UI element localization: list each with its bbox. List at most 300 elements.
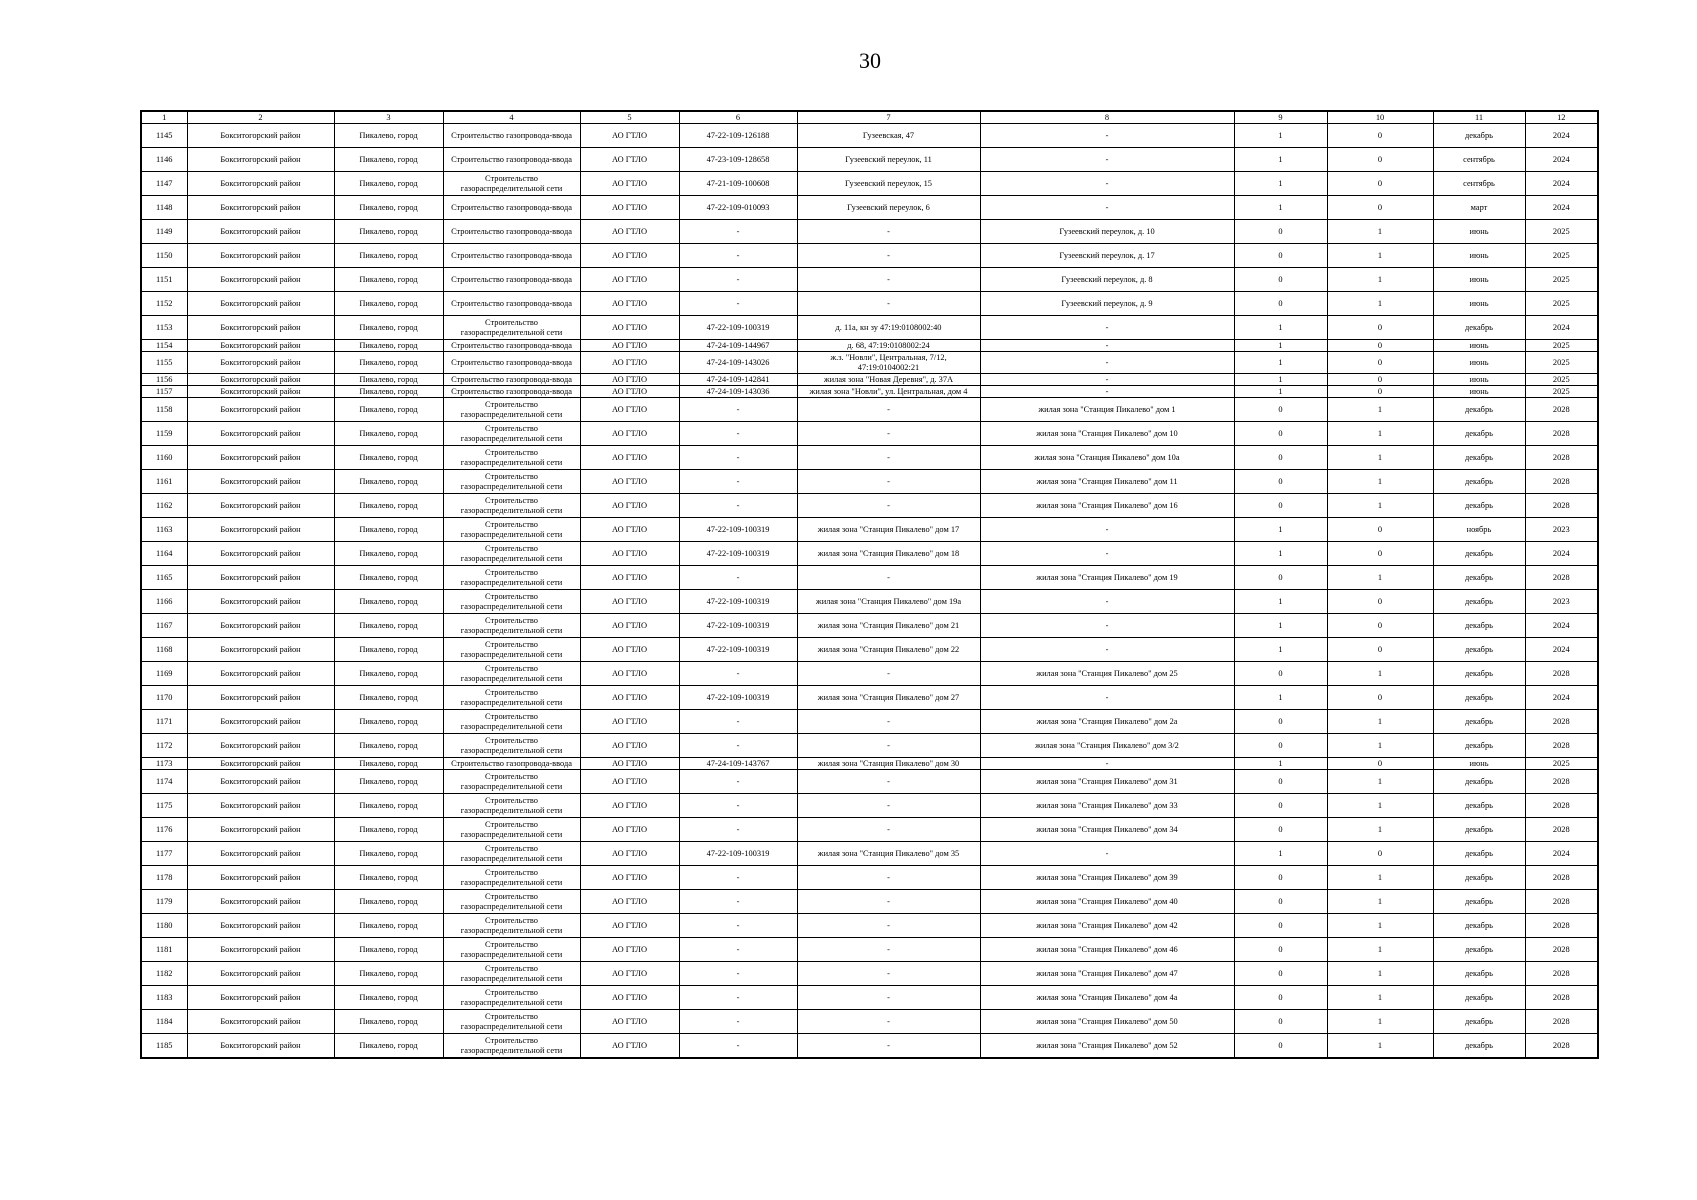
column-header-6: 6 bbox=[679, 111, 797, 124]
cell-work-type: Строительство газораспределительной сети bbox=[443, 818, 580, 842]
cell-permit-number: - bbox=[679, 1010, 797, 1034]
cell-work-type: Строительство газопровода-ввода bbox=[443, 340, 580, 352]
cell-month: июнь bbox=[1433, 220, 1525, 244]
cell-work-type: Строительство газораспределительной сети bbox=[443, 494, 580, 518]
cell-row-number: 1146 bbox=[141, 148, 187, 172]
cell-year: 2028 bbox=[1525, 398, 1598, 422]
cell-address-planned: жилая зона "Станция Пикалево" дом 10а bbox=[980, 446, 1234, 470]
cell-organization: АО ГТЛО bbox=[580, 244, 679, 268]
cell-count-planned: 0 bbox=[1327, 842, 1433, 866]
cell-work-type: Строительство газораспределительной сети bbox=[443, 1010, 580, 1034]
cell-month: декабрь bbox=[1433, 866, 1525, 890]
cell-count-done: 1 bbox=[1234, 352, 1327, 374]
cell-count-planned: 1 bbox=[1327, 770, 1433, 794]
cell-address-done: ж.з. "Новли", Центральная, 7/12, 47:19:0104002:21 bbox=[797, 352, 980, 374]
cell-count-done: 0 bbox=[1234, 268, 1327, 292]
cell-settlement: Пикалево, город bbox=[334, 518, 443, 542]
cell-organization: АО ГТЛО bbox=[580, 542, 679, 566]
cell-address-planned: Гузеевский переулок, д. 10 bbox=[980, 220, 1234, 244]
cell-settlement: Пикалево, город bbox=[334, 566, 443, 590]
cell-count-done: 1 bbox=[1234, 316, 1327, 340]
cell-district: Бокситогорский район bbox=[187, 542, 334, 566]
cell-month: декабрь bbox=[1433, 794, 1525, 818]
cell-organization: АО ГТЛО bbox=[580, 316, 679, 340]
table-row bbox=[141, 292, 1598, 316]
cell-work-type: Строительство газораспределительной сети bbox=[443, 686, 580, 710]
cell-work-type: Строительство газораспределительной сети bbox=[443, 890, 580, 914]
cell-district: Бокситогорский район bbox=[187, 470, 334, 494]
cell-month: декабрь bbox=[1433, 938, 1525, 962]
column-header-1: 1 bbox=[141, 111, 187, 124]
cell-permit-number: - bbox=[679, 962, 797, 986]
cell-address-planned: жилая зона "Станция Пикалево" дом 33 bbox=[980, 794, 1234, 818]
cell-settlement: Пикалево, город bbox=[334, 244, 443, 268]
cell-count-planned: 1 bbox=[1327, 244, 1433, 268]
column-header-2: 2 bbox=[187, 111, 334, 124]
cell-month: июнь bbox=[1433, 292, 1525, 316]
cell-address-planned: жилая зона "Станция Пикалево" дом 10 bbox=[980, 422, 1234, 446]
cell-organization: АО ГТЛО bbox=[580, 172, 679, 196]
cell-year: 2028 bbox=[1525, 770, 1598, 794]
cell-district: Бокситогорский район bbox=[187, 292, 334, 316]
cell-row-number: 1145 bbox=[141, 124, 187, 148]
cell-count-done: 0 bbox=[1234, 662, 1327, 686]
cell-count-done: 1 bbox=[1234, 638, 1327, 662]
cell-year: 2024 bbox=[1525, 316, 1598, 340]
cell-work-type: Строительство газораспределительной сети bbox=[443, 470, 580, 494]
cell-permit-number: - bbox=[679, 818, 797, 842]
cell-organization: АО ГТЛО bbox=[580, 196, 679, 220]
table-row bbox=[141, 566, 1598, 590]
cell-work-type: Строительство газопровода-ввода bbox=[443, 374, 580, 386]
cell-address-done: жилая зона "Станция Пикалево" дом 17 bbox=[797, 518, 980, 542]
cell-row-number: 1154 bbox=[141, 340, 187, 352]
table-row bbox=[141, 1034, 1598, 1059]
cell-month: июнь bbox=[1433, 340, 1525, 352]
cell-count-done: 0 bbox=[1234, 244, 1327, 268]
cell-address-done: Гузеевская, 47 bbox=[797, 124, 980, 148]
cell-count-planned: 1 bbox=[1327, 986, 1433, 1010]
cell-district: Бокситогорский район bbox=[187, 914, 334, 938]
column-header-10: 10 bbox=[1327, 111, 1433, 124]
table-row bbox=[141, 148, 1598, 172]
cell-row-number: 1158 bbox=[141, 398, 187, 422]
cell-month: декабрь bbox=[1433, 962, 1525, 986]
cell-district: Бокситогорский район bbox=[187, 866, 334, 890]
cell-organization: АО ГТЛО bbox=[580, 422, 679, 446]
cell-count-done: 1 bbox=[1234, 518, 1327, 542]
cell-organization: АО ГТЛО bbox=[580, 890, 679, 914]
table-row bbox=[141, 770, 1598, 794]
cell-permit-number: - bbox=[679, 914, 797, 938]
cell-year: 2028 bbox=[1525, 446, 1598, 470]
cell-address-done: - bbox=[797, 770, 980, 794]
cell-settlement: Пикалево, город bbox=[334, 292, 443, 316]
cell-district: Бокситогорский район bbox=[187, 386, 334, 398]
cell-address-planned: жилая зона "Станция Пикалево" дом 1 bbox=[980, 398, 1234, 422]
cell-district: Бокситогорский район bbox=[187, 268, 334, 292]
table-row bbox=[141, 758, 1598, 770]
cell-organization: АО ГТЛО bbox=[580, 770, 679, 794]
cell-district: Бокситогорский район bbox=[187, 566, 334, 590]
cell-month: декабрь bbox=[1433, 890, 1525, 914]
cell-count-planned: 1 bbox=[1327, 866, 1433, 890]
cell-count-planned: 0 bbox=[1327, 386, 1433, 398]
cell-address-planned: - bbox=[980, 148, 1234, 172]
cell-month: декабрь bbox=[1433, 662, 1525, 686]
cell-permit-number: - bbox=[679, 422, 797, 446]
cell-district: Бокситогорский район bbox=[187, 244, 334, 268]
cell-district: Бокситогорский район bbox=[187, 316, 334, 340]
table-row bbox=[141, 398, 1598, 422]
cell-work-type: Строительство газопровода-ввода bbox=[443, 124, 580, 148]
cell-settlement: Пикалево, город bbox=[334, 316, 443, 340]
cell-count-done: 1 bbox=[1234, 196, 1327, 220]
cell-organization: АО ГТЛО bbox=[580, 914, 679, 938]
cell-address-done: - bbox=[797, 398, 980, 422]
cell-organization: АО ГТЛО bbox=[580, 614, 679, 638]
cell-permit-number: 47-22-109-100319 bbox=[679, 638, 797, 662]
cell-row-number: 1178 bbox=[141, 866, 187, 890]
cell-address-done: - bbox=[797, 662, 980, 686]
cell-month: декабрь bbox=[1433, 124, 1525, 148]
cell-row-number: 1180 bbox=[141, 914, 187, 938]
cell-organization: АО ГТЛО bbox=[580, 470, 679, 494]
table-row bbox=[141, 794, 1598, 818]
cell-address-planned: жилая зона "Станция Пикалево" дом 31 bbox=[980, 770, 1234, 794]
cell-row-number: 1163 bbox=[141, 518, 187, 542]
cell-month: июнь bbox=[1433, 244, 1525, 268]
table-row bbox=[141, 986, 1598, 1010]
cell-organization: АО ГТЛО bbox=[580, 518, 679, 542]
cell-count-planned: 1 bbox=[1327, 268, 1433, 292]
table-row bbox=[141, 352, 1598, 374]
cell-row-number: 1165 bbox=[141, 566, 187, 590]
table-row bbox=[141, 638, 1598, 662]
cell-work-type: Строительство газопровода-ввода bbox=[443, 386, 580, 398]
table-row bbox=[141, 818, 1598, 842]
cell-address-done: жилая зона "Станция Пикалево" дом 30 bbox=[797, 758, 980, 770]
cell-address-planned: жилая зона "Станция Пикалево" дом 50 bbox=[980, 1010, 1234, 1034]
cell-row-number: 1156 bbox=[141, 374, 187, 386]
cell-settlement: Пикалево, город bbox=[334, 686, 443, 710]
cell-count-done: 1 bbox=[1234, 386, 1327, 398]
cell-count-done: 0 bbox=[1234, 220, 1327, 244]
cell-address-done: - bbox=[797, 914, 980, 938]
cell-count-planned: 0 bbox=[1327, 542, 1433, 566]
cell-settlement: Пикалево, город bbox=[334, 470, 443, 494]
cell-address-done: - bbox=[797, 292, 980, 316]
cell-work-type: Строительство газораспределительной сети bbox=[443, 914, 580, 938]
cell-address-done: жилая зона "Станция Пикалево" дом 27 bbox=[797, 686, 980, 710]
cell-organization: АО ГТЛО bbox=[580, 398, 679, 422]
cell-district: Бокситогорский район bbox=[187, 710, 334, 734]
cell-work-type: Строительство газораспределительной сети bbox=[443, 518, 580, 542]
cell-district: Бокситогорский район bbox=[187, 842, 334, 866]
cell-count-done: 1 bbox=[1234, 758, 1327, 770]
cell-count-done: 0 bbox=[1234, 914, 1327, 938]
cell-settlement: Пикалево, город bbox=[334, 590, 443, 614]
cell-work-type: Строительство газопровода-ввода bbox=[443, 220, 580, 244]
column-header-12: 12 bbox=[1525, 111, 1598, 124]
cell-settlement: Пикалево, город bbox=[334, 220, 443, 244]
cell-organization: АО ГТЛО bbox=[580, 220, 679, 244]
cell-year: 2025 bbox=[1525, 386, 1598, 398]
cell-settlement: Пикалево, город bbox=[334, 124, 443, 148]
cell-year: 2028 bbox=[1525, 986, 1598, 1010]
cell-permit-number: 47-24-109-143767 bbox=[679, 758, 797, 770]
cell-district: Бокситогорский район bbox=[187, 374, 334, 386]
cell-address-planned: - bbox=[980, 374, 1234, 386]
cell-row-number: 1160 bbox=[141, 446, 187, 470]
cell-address-planned: жилая зона "Станция Пикалево" дом 40 bbox=[980, 890, 1234, 914]
cell-row-number: 1162 bbox=[141, 494, 187, 518]
cell-settlement: Пикалево, город bbox=[334, 386, 443, 398]
column-header-7: 7 bbox=[797, 111, 980, 124]
cell-district: Бокситогорский район bbox=[187, 148, 334, 172]
cell-row-number: 1171 bbox=[141, 710, 187, 734]
cell-count-planned: 1 bbox=[1327, 398, 1433, 422]
table-row bbox=[141, 890, 1598, 914]
cell-address-done: д. 11а, кн зу 47:19:0108002:40 bbox=[797, 316, 980, 340]
cell-year: 2023 bbox=[1525, 518, 1598, 542]
cell-permit-number: 47-22-109-100319 bbox=[679, 614, 797, 638]
cell-permit-number: - bbox=[679, 398, 797, 422]
cell-month: сентябрь bbox=[1433, 172, 1525, 196]
cell-row-number: 1161 bbox=[141, 470, 187, 494]
cell-address-planned: - bbox=[980, 638, 1234, 662]
cell-address-planned: - bbox=[980, 590, 1234, 614]
cell-organization: АО ГТЛО bbox=[580, 386, 679, 398]
table-row bbox=[141, 962, 1598, 986]
table-row bbox=[141, 914, 1598, 938]
cell-address-planned: жилая зона "Станция Пикалево" дом 3/2 bbox=[980, 734, 1234, 758]
cell-address-planned: жилая зона "Станция Пикалево" дом 52 bbox=[980, 1034, 1234, 1059]
cell-address-done: - bbox=[797, 470, 980, 494]
cell-year: 2028 bbox=[1525, 914, 1598, 938]
cell-district: Бокситогорский район bbox=[187, 590, 334, 614]
cell-settlement: Пикалево, город bbox=[334, 542, 443, 566]
cell-permit-number: 47-22-109-010093 bbox=[679, 196, 797, 220]
cell-work-type: Строительство газораспределительной сети bbox=[443, 938, 580, 962]
cell-count-planned: 0 bbox=[1327, 340, 1433, 352]
cell-permit-number: 47-22-109-100319 bbox=[679, 518, 797, 542]
cell-address-done: - bbox=[797, 734, 980, 758]
cell-organization: АО ГТЛО bbox=[580, 292, 679, 316]
cell-month: декабрь bbox=[1433, 398, 1525, 422]
table-row bbox=[141, 866, 1598, 890]
cell-address-done: жилая зона "Станция Пикалево" дом 35 bbox=[797, 842, 980, 866]
cell-work-type: Строительство газораспределительной сети bbox=[443, 316, 580, 340]
cell-count-planned: 0 bbox=[1327, 758, 1433, 770]
cell-address-done: - bbox=[797, 566, 980, 590]
cell-organization: АО ГТЛО bbox=[580, 1034, 679, 1059]
cell-permit-number: 47-22-109-126188 bbox=[679, 124, 797, 148]
cell-permit-number: - bbox=[679, 470, 797, 494]
cell-district: Бокситогорский район bbox=[187, 1010, 334, 1034]
cell-address-planned: жилая зона "Станция Пикалево" дом 42 bbox=[980, 914, 1234, 938]
cell-address-done: - bbox=[797, 962, 980, 986]
cell-year: 2028 bbox=[1525, 938, 1598, 962]
cell-settlement: Пикалево, город bbox=[334, 422, 443, 446]
cell-permit-number: 47-22-109-100319 bbox=[679, 316, 797, 340]
cell-organization: АО ГТЛО bbox=[580, 352, 679, 374]
cell-month: июнь bbox=[1433, 386, 1525, 398]
table-row bbox=[141, 244, 1598, 268]
cell-month: декабрь bbox=[1433, 770, 1525, 794]
table-body bbox=[141, 124, 1598, 1059]
cell-district: Бокситогорский район bbox=[187, 352, 334, 374]
cell-count-done: 0 bbox=[1234, 818, 1327, 842]
cell-count-done: 0 bbox=[1234, 470, 1327, 494]
cell-organization: АО ГТЛО bbox=[580, 1010, 679, 1034]
cell-address-planned: жилая зона "Станция Пикалево" дом 46 bbox=[980, 938, 1234, 962]
cell-permit-number: - bbox=[679, 938, 797, 962]
cell-count-done: 0 bbox=[1234, 986, 1327, 1010]
cell-settlement: Пикалево, город bbox=[334, 374, 443, 386]
cell-address-done: - bbox=[797, 818, 980, 842]
cell-count-done: 1 bbox=[1234, 340, 1327, 352]
cell-address-planned: Гузеевский переулок, д. 8 bbox=[980, 268, 1234, 292]
cell-district: Бокситогорский район bbox=[187, 962, 334, 986]
cell-work-type: Строительство газопровода-ввода bbox=[443, 758, 580, 770]
cell-address-done: - bbox=[797, 1034, 980, 1059]
cell-organization: АО ГТЛО bbox=[580, 734, 679, 758]
cell-count-done: 0 bbox=[1234, 734, 1327, 758]
cell-address-done: - bbox=[797, 890, 980, 914]
cell-district: Бокситогорский район bbox=[187, 794, 334, 818]
cell-count-planned: 0 bbox=[1327, 148, 1433, 172]
cell-address-planned: жилая зона "Станция Пикалево" дом 34 bbox=[980, 818, 1234, 842]
cell-work-type: Строительство газопровода-ввода bbox=[443, 148, 580, 172]
cell-permit-number: - bbox=[679, 866, 797, 890]
cell-settlement: Пикалево, город bbox=[334, 986, 443, 1010]
cell-count-done: 1 bbox=[1234, 148, 1327, 172]
cell-district: Бокситогорский район bbox=[187, 890, 334, 914]
cell-organization: АО ГТЛО bbox=[580, 124, 679, 148]
cell-month: июнь bbox=[1433, 268, 1525, 292]
cell-address-done: - bbox=[797, 446, 980, 470]
cell-organization: АО ГТЛО bbox=[580, 268, 679, 292]
cell-row-number: 1177 bbox=[141, 842, 187, 866]
cell-permit-number: - bbox=[679, 734, 797, 758]
cell-permit-number: - bbox=[679, 890, 797, 914]
table-row bbox=[141, 196, 1598, 220]
table-row bbox=[141, 590, 1598, 614]
cell-work-type: Строительство газораспределительной сети bbox=[443, 734, 580, 758]
cell-permit-number: - bbox=[679, 220, 797, 244]
cell-count-done: 0 bbox=[1234, 422, 1327, 446]
cell-permit-number: - bbox=[679, 662, 797, 686]
cell-count-done: 0 bbox=[1234, 566, 1327, 590]
cell-district: Бокситогорский район bbox=[187, 398, 334, 422]
table-row bbox=[141, 710, 1598, 734]
table-row bbox=[141, 446, 1598, 470]
table-row bbox=[141, 374, 1598, 386]
cell-address-planned: жилая зона "Станция Пикалево" дом 47 bbox=[980, 962, 1234, 986]
cell-count-done: 0 bbox=[1234, 292, 1327, 316]
cell-district: Бокситогорский район bbox=[187, 340, 334, 352]
cell-work-type: Строительство газораспределительной сети bbox=[443, 710, 580, 734]
cell-address-done: жилая зона "Станция Пикалево" дом 21 bbox=[797, 614, 980, 638]
cell-permit-number: 47-24-109-144967 bbox=[679, 340, 797, 352]
cell-month: декабрь bbox=[1433, 638, 1525, 662]
cell-district: Бокситогорский район bbox=[187, 422, 334, 446]
cell-work-type: Строительство газораспределительной сети bbox=[443, 866, 580, 890]
cell-district: Бокситогорский район bbox=[187, 1034, 334, 1059]
cell-address-done: Гузеевский переулок, 11 bbox=[797, 148, 980, 172]
table-row bbox=[141, 220, 1598, 244]
cell-organization: АО ГТЛО bbox=[580, 148, 679, 172]
cell-month: июнь bbox=[1433, 352, 1525, 374]
cell-count-planned: 0 bbox=[1327, 172, 1433, 196]
cell-month: ноябрь bbox=[1433, 518, 1525, 542]
cell-organization: АО ГТЛО bbox=[580, 638, 679, 662]
cell-year: 2024 bbox=[1525, 124, 1598, 148]
cell-year: 2028 bbox=[1525, 662, 1598, 686]
cell-year: 2025 bbox=[1525, 268, 1598, 292]
cell-address-planned: - bbox=[980, 386, 1234, 398]
table-row bbox=[141, 938, 1598, 962]
cell-month: декабрь bbox=[1433, 818, 1525, 842]
cell-work-type: Строительство газораспределительной сети bbox=[443, 962, 580, 986]
cell-settlement: Пикалево, город bbox=[334, 734, 443, 758]
cell-permit-number: 47-22-109-100319 bbox=[679, 590, 797, 614]
cell-work-type: Строительство газораспределительной сети bbox=[443, 794, 580, 818]
cell-address-planned: - bbox=[980, 352, 1234, 374]
cell-month: декабрь bbox=[1433, 734, 1525, 758]
cell-month: декабрь bbox=[1433, 542, 1525, 566]
cell-address-planned: - bbox=[980, 614, 1234, 638]
cell-row-number: 1176 bbox=[141, 818, 187, 842]
cell-permit-number: - bbox=[679, 446, 797, 470]
cell-settlement: Пикалево, город bbox=[334, 818, 443, 842]
cell-month: декабрь bbox=[1433, 590, 1525, 614]
cell-month: декабрь bbox=[1433, 494, 1525, 518]
cell-address-done: - bbox=[797, 244, 980, 268]
cell-work-type: Строительство газопровода-ввода bbox=[443, 352, 580, 374]
cell-address-planned: жилая зона "Станция Пикалево" дом 16 bbox=[980, 494, 1234, 518]
cell-permit-number: - bbox=[679, 1034, 797, 1059]
cell-year: 2024 bbox=[1525, 686, 1598, 710]
cell-organization: АО ГТЛО bbox=[580, 374, 679, 386]
page-number: 30 bbox=[859, 48, 881, 73]
cell-year: 2028 bbox=[1525, 470, 1598, 494]
cell-permit-number: - bbox=[679, 794, 797, 818]
cell-address-planned: Гузеевский переулок, д. 9 bbox=[980, 292, 1234, 316]
cell-address-planned: жилая зона "Станция Пикалево" дом 39 bbox=[980, 866, 1234, 890]
cell-settlement: Пикалево, город bbox=[334, 352, 443, 374]
cell-permit-number: 47-21-109-100608 bbox=[679, 172, 797, 196]
cell-count-done: 0 bbox=[1234, 866, 1327, 890]
header-row bbox=[141, 111, 1598, 124]
cell-work-type: Строительство газопровода-ввода bbox=[443, 196, 580, 220]
cell-year: 2028 bbox=[1525, 494, 1598, 518]
cell-row-number: 1157 bbox=[141, 386, 187, 398]
cell-address-planned: - bbox=[980, 124, 1234, 148]
cell-year: 2024 bbox=[1525, 196, 1598, 220]
cell-year: 2025 bbox=[1525, 340, 1598, 352]
cell-address-done: жилая зона "Новая Деревня", д. 37А bbox=[797, 374, 980, 386]
cell-address-planned: жилая зона "Станция Пикалево" дом 2а bbox=[980, 710, 1234, 734]
cell-month: декабрь bbox=[1433, 422, 1525, 446]
cell-address-planned: - bbox=[980, 316, 1234, 340]
cell-year: 2024 bbox=[1525, 614, 1598, 638]
cell-settlement: Пикалево, город bbox=[334, 446, 443, 470]
cell-work-type: Строительство газопровода-ввода bbox=[443, 292, 580, 316]
table-row bbox=[141, 422, 1598, 446]
cell-settlement: Пикалево, город bbox=[334, 890, 443, 914]
